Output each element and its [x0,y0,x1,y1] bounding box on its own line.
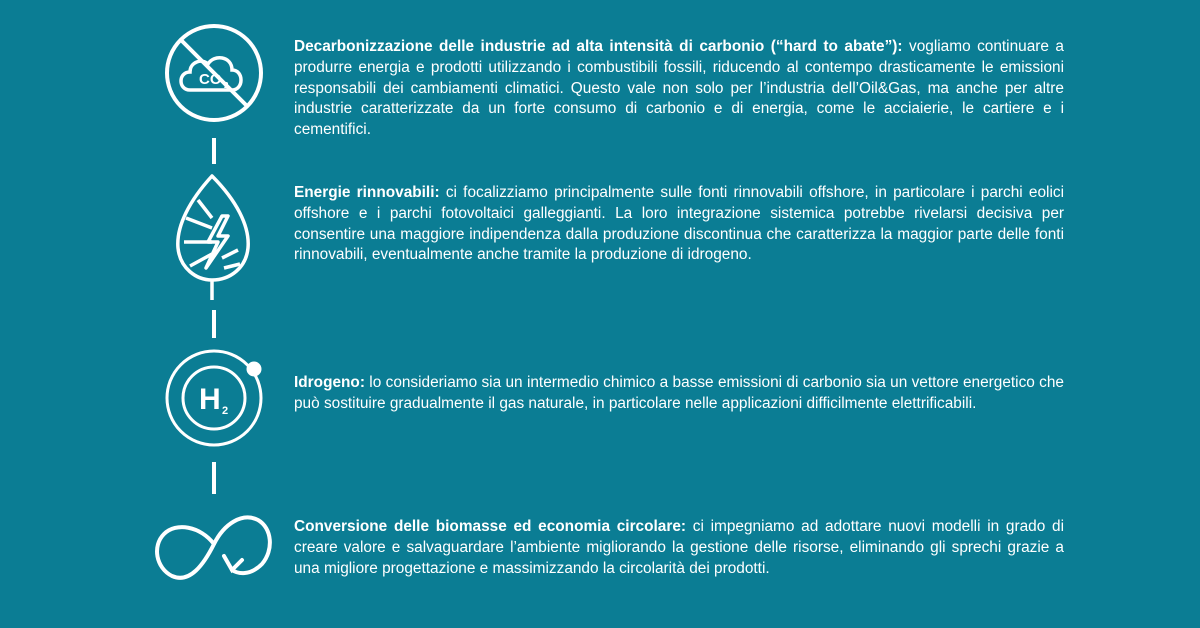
hydrogen-icon [167,351,261,445]
item-body: vogliamo continuare a produrre energia e prodotti utilizzando i combustibili fossili, riducendo al contempo drasticamente le emissioni responsabili dei cambiamenti climatici. Questo vale non solo per l’industria dell’Oil&Gas, ma anche per altre industrie caratterizzate da un forte consumo di carbonio e di energia, come le acciaierie, le cartiere e i cementifici. [294,38,1064,139]
circular-economy-icon [157,517,270,577]
item-title: Energie rinnovabili: [294,184,440,201]
item-circular-economy [294,517,1064,579]
item-body: ci impegniamo ad adottare nuovi modelli in grado di creare valore e salvaguardare l’ambiente migliorando la gestione delle risorse, eliminando gli sprechi grazie a una migliore progettazione e massimizzando la circolarità dei prodotti. [294,518,1064,577]
item-title: Decarbonizzazione delle industrie ad alta intensità di carbonio (“hard to abate”): [294,38,903,55]
icon-timeline [150,28,278,608]
leaf-lightning-icon [178,176,248,300]
item-title: Idrogeno: [294,374,365,391]
no-co2-icon [167,26,261,120]
co2-label: CO [199,71,222,88]
item-decarbonization [294,37,1064,141]
co2-subscript: 2 [224,81,229,90]
icon-column [150,28,278,608]
h2-subscript: 2 [222,405,229,417]
item-body: lo consideriamo sia un intermedio chimico a basse emissioni di carbonio sia un vettore energetico che può sostituire gradualmente il gas naturale, in particolare nelle applicazioni difficilmente elettrificabili. [294,374,1064,412]
item-body: ci focalizziamo principalmente sulle fonti rinnovabili offshore, in particolare i parchi eolici offshore e i parchi fotovoltaici galleggianti. La loro integrazione sistemica potrebbe rivelarsi decisiva per consentire una maggiore indipendenza dalla produzione discontinua che caratterizza la maggior parte delle fonti rinnovabili, eventualmente anche tramite la produzione di idrogeno. [294,184,1065,264]
h2-label: H [199,383,221,416]
item-hydrogen [294,373,1064,415]
item-title: Conversione delle biomasse ed economia circolare: [294,518,687,535]
item-renewables [294,183,1064,266]
